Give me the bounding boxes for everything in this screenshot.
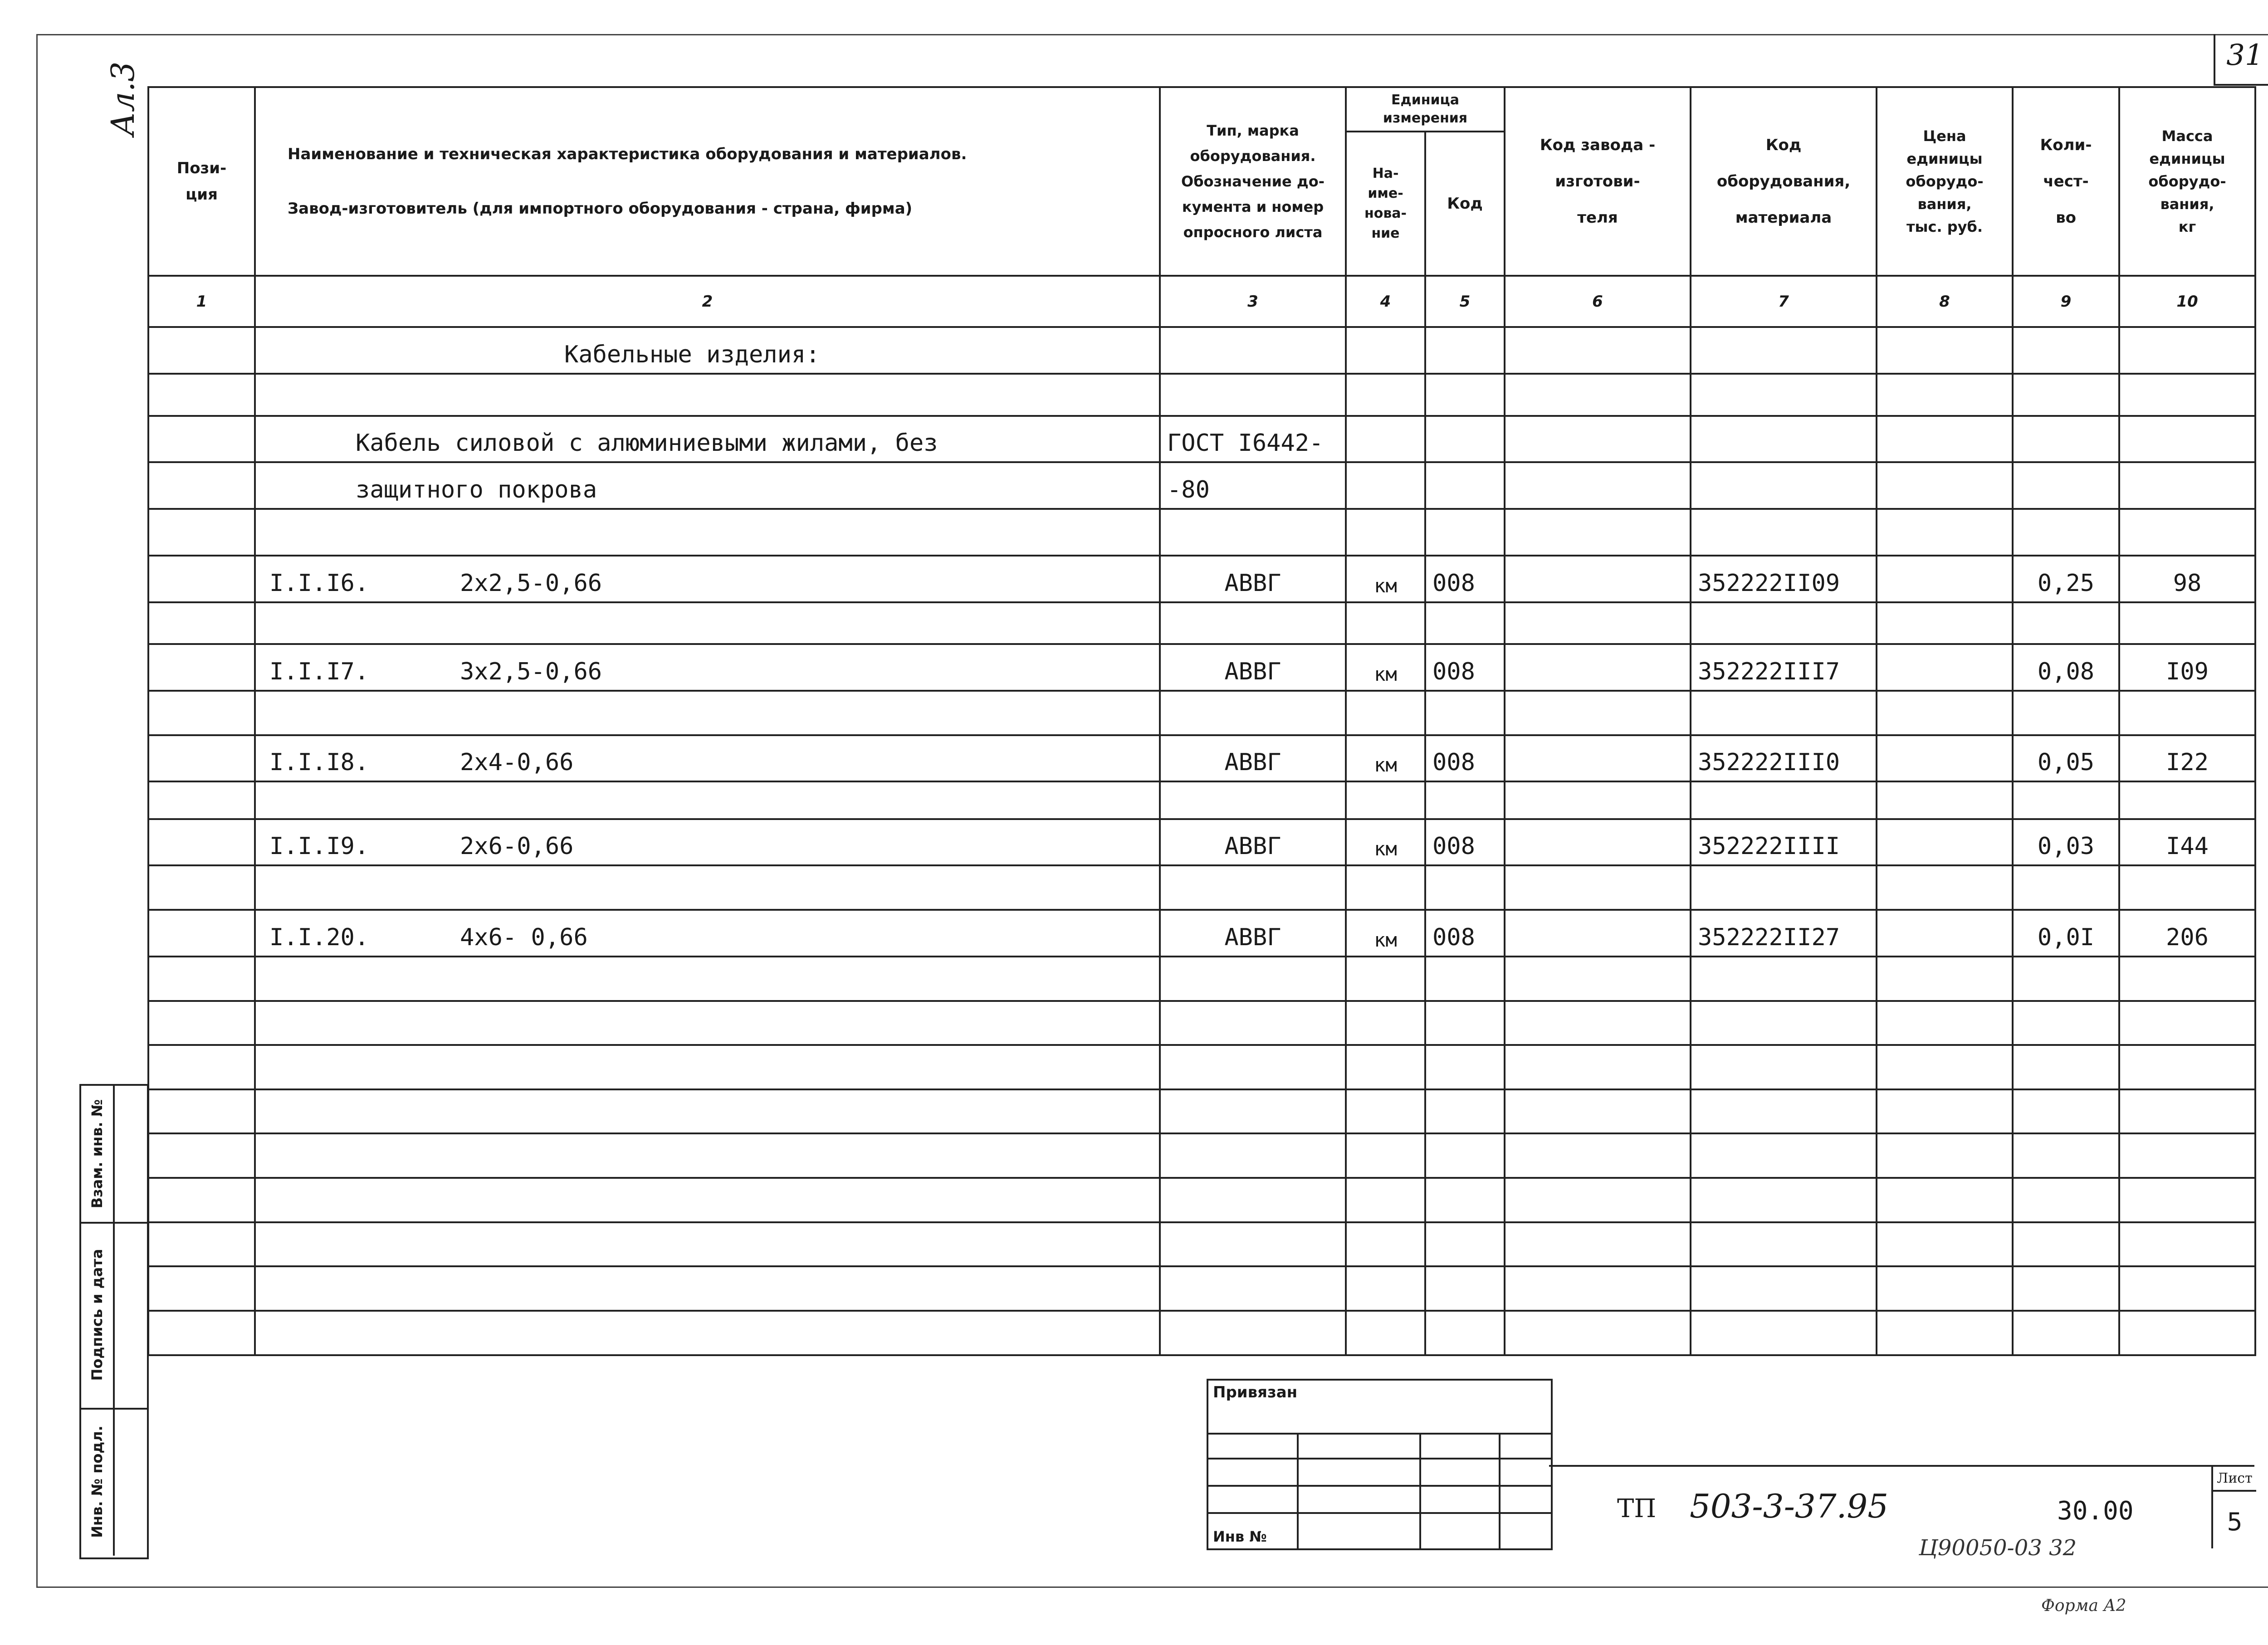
header-mass: Масса единицы оборудо- вания, кг <box>2119 87 2255 276</box>
item-mass: 98 <box>2119 556 2255 602</box>
table-row <box>148 865 2255 910</box>
item-mass: I44 <box>2119 819 2255 866</box>
side-label-inv-original: Инв. № подл. <box>88 1425 106 1538</box>
specification-table <box>147 86 2256 1356</box>
table-row <box>148 602 2255 644</box>
item-quantity: 0,03 <box>2013 819 2119 866</box>
section-title: Кабельные изделия: <box>255 327 1160 374</box>
table-row <box>148 1266 2255 1311</box>
header-unit-group: Единица измерения <box>1346 87 1505 132</box>
table-row <box>148 735 2255 782</box>
item-quantity: 0,08 <box>2013 644 2119 691</box>
cable-description-line1: Кабель силовой с алюминиевыми жилами, без <box>255 416 1160 463</box>
item-name-cell <box>255 735 1160 782</box>
header-row-1 <box>148 87 2255 132</box>
archive-code: Ц90050-03 32 <box>1919 1535 2077 1561</box>
item-type: АВВГ <box>1160 819 1346 866</box>
header-position: Пози- ция <box>148 87 255 276</box>
item-name: 4x6- 0,66 <box>460 923 588 951</box>
colnum-9: 9 <box>2013 276 2119 327</box>
document-prefix: ТП <box>1617 1494 1657 1523</box>
table-row <box>148 556 2255 602</box>
item-unit-code: 008 <box>1425 819 1505 866</box>
header-unit-code: Код <box>1425 132 1505 276</box>
sheet-list-value: 5 <box>2227 1508 2243 1536</box>
side-cell-inv-original <box>81 1408 147 1556</box>
colnum-5: 5 <box>1425 276 1505 327</box>
item-position: I.I.I9. <box>269 833 369 860</box>
cable-standard-line1: ГОСТ I6442- <box>1160 416 1346 463</box>
item-type: АВВГ <box>1160 735 1346 782</box>
side-label-inv-replace: Взам. инв. № <box>88 1099 106 1209</box>
item-unit: км <box>1346 644 1425 691</box>
item-type: АВВГ <box>1160 910 1346 957</box>
table-row <box>148 462 2255 509</box>
title-block <box>147 1356 2254 1547</box>
item-unit-code: 008 <box>1425 556 1505 602</box>
sheet-list-label: Лист <box>2213 1470 2256 1492</box>
item-quantity: 0,0I <box>2013 910 2119 957</box>
table-row <box>148 781 2255 819</box>
item-unit: км <box>1346 556 1425 602</box>
document-suffix: 30.00 <box>2057 1496 2134 1526</box>
approved-col-line <box>1419 1433 1421 1548</box>
item-unit: км <box>1346 910 1425 957</box>
table-row <box>148 819 2255 866</box>
table-row <box>148 644 2255 691</box>
colnum-10: 10 <box>2119 276 2255 327</box>
sheet-number-box <box>2214 34 2268 86</box>
item-type: АВВГ <box>1160 556 1346 602</box>
inv-label: Инв № <box>1213 1528 1267 1545</box>
item-unit-code: 008 <box>1425 735 1505 782</box>
colnum-8: 8 <box>1877 276 2013 327</box>
item-code: 352222III0 <box>1691 735 1877 782</box>
colnum-7: 7 <box>1691 276 1877 327</box>
item-quantity: 0,25 <box>2013 556 2119 602</box>
item-code: 352222II27 <box>1691 910 1877 957</box>
approved-box <box>1207 1379 1553 1550</box>
sheet-number: 31 <box>2226 39 2263 72</box>
item-position: I.I.I8. <box>269 749 369 776</box>
table-row <box>148 327 2255 374</box>
item-name: 3x2,5-0,66 <box>460 658 602 686</box>
item-position: I.I.I7. <box>269 658 369 686</box>
item-name-cell <box>255 819 1160 866</box>
header-maker-code: Код завода - изготови- теля <box>1505 87 1691 276</box>
colnum-3: 3 <box>1160 276 1346 327</box>
table-row <box>148 1311 2255 1355</box>
item-unit: км <box>1346 735 1425 782</box>
column-number-row <box>148 276 2255 327</box>
item-quantity: 0,05 <box>2013 735 2119 782</box>
table-row <box>148 1089 2255 1134</box>
item-name: 2x2,5-0,66 <box>460 569 602 597</box>
side-label-sign-date: Подпись и дата <box>88 1249 106 1381</box>
side-stamp <box>79 1084 149 1559</box>
item-name-cell <box>255 556 1160 602</box>
approved-col-line <box>1297 1433 1299 1548</box>
table-row <box>148 1222 2255 1267</box>
item-name: 2x4-0,66 <box>460 749 574 776</box>
item-position: I.I.20. <box>269 923 369 951</box>
table-row <box>148 509 2255 556</box>
table-row <box>148 416 2255 463</box>
item-type: АВВГ <box>1160 644 1346 691</box>
side-cell-sign-date <box>81 1222 147 1410</box>
table-row <box>148 957 2255 1001</box>
colnum-2: 2 <box>255 276 1160 327</box>
table-row <box>148 1178 2255 1222</box>
side-cell-inv-replace <box>81 1086 147 1224</box>
colnum-4: 4 <box>1346 276 1425 327</box>
form-label: Форма А2 <box>2041 1596 2126 1615</box>
document-code-box <box>1549 1465 2254 1548</box>
header-equipment-code: Код оборудования, материала <box>1691 87 1877 276</box>
item-mass: I09 <box>2119 644 2255 691</box>
table-row <box>148 1133 2255 1178</box>
approved-label: Привязан <box>1213 1383 1298 1401</box>
sheet-list-box <box>2211 1467 2256 1548</box>
table-row <box>148 1045 2255 1089</box>
colnum-6: 6 <box>1505 276 1691 327</box>
margin-note: Ал.3 <box>104 61 142 136</box>
item-code: 352222II09 <box>1691 556 1877 602</box>
item-name-cell <box>255 644 1160 691</box>
document-code: 503-3-37.95 <box>1690 1487 1889 1525</box>
table-row <box>148 1001 2255 1045</box>
item-unit: км <box>1346 819 1425 866</box>
header-name-line2: Завод-изготовитель (для импортного оборудования - страна, фирма) <box>288 200 913 218</box>
item-mass: I22 <box>2119 735 2255 782</box>
table-row <box>148 374 2255 416</box>
cable-description-line2: защитного покрова <box>255 462 1160 509</box>
item-code: 352222IIII <box>1691 819 1877 866</box>
item-name-cell <box>255 910 1160 957</box>
item-name: 2x6-0,66 <box>460 833 574 860</box>
approved-col-line <box>1499 1433 1501 1548</box>
item-unit-code: 008 <box>1425 644 1505 691</box>
header-unit-name: На- име- нова- ние <box>1346 132 1425 276</box>
header-price: Цена единицы оборудо- вания, тыс. руб. <box>1877 87 2013 276</box>
header-quantity: Коли- чест- во <box>2013 87 2119 276</box>
colnum-1: 1 <box>148 276 255 327</box>
table-row <box>148 910 2255 957</box>
item-unit-code: 008 <box>1425 910 1505 957</box>
table-row <box>148 691 2255 735</box>
header-name-line1: Наименование и техническая характеристика оборудования и материалов. <box>288 145 967 164</box>
header-type: Тип, марка оборудования. Обозначение до- кумента и номер опросного листа <box>1160 87 1346 276</box>
header-name <box>255 87 1160 276</box>
item-mass: 206 <box>2119 910 2255 957</box>
cable-standard-line2: -80 <box>1160 462 1346 509</box>
item-position: I.I.I6. <box>269 569 369 597</box>
item-code: 352222III7 <box>1691 644 1877 691</box>
